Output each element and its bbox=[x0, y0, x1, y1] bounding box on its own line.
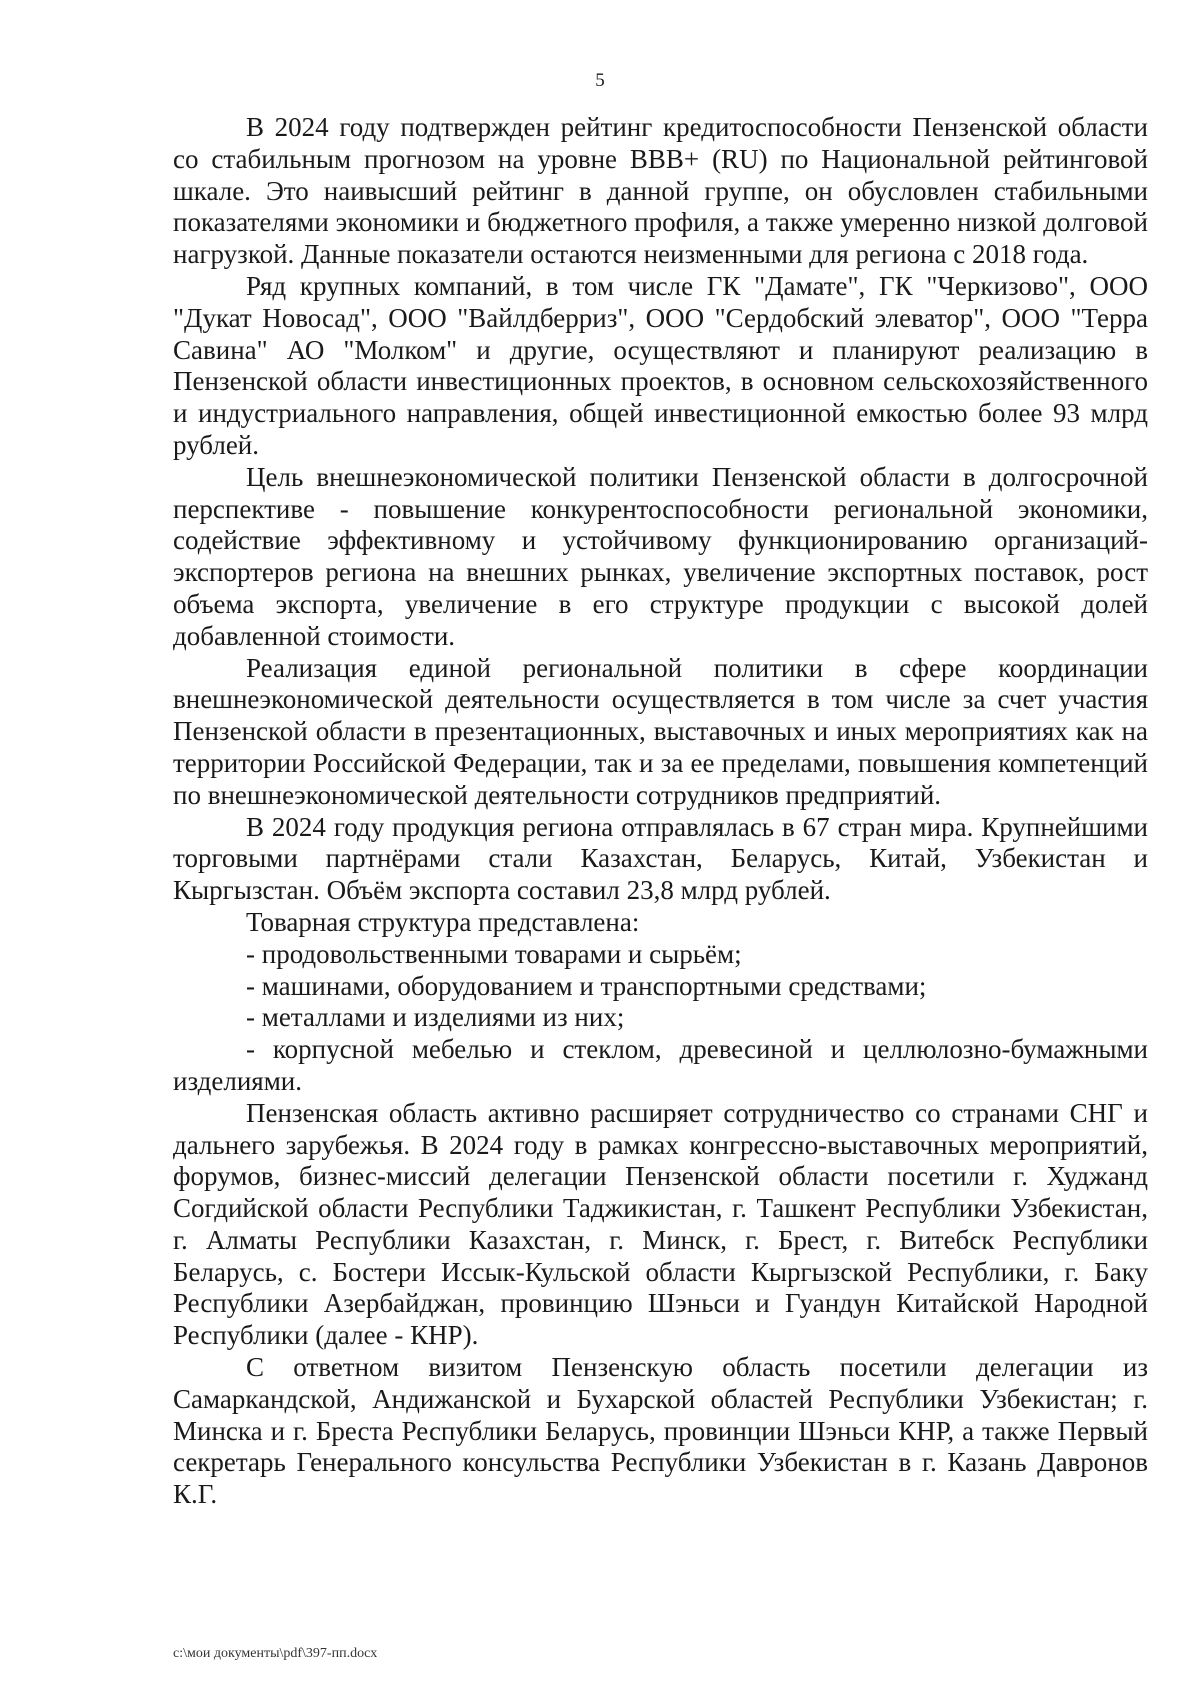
paragraph-investment-projects: Ряд крупных компаний, в том числе ГК "Дамате", ГК "Черкизово", ООО "Дукат Новосад", ООО "Вайлдберриз", ООО "Сердобский элеватор", ООО "Терра Савина" АО "Молком" и другие, осуществляют и планируют реализацию в Пензенской области инвестиционных проектов, в основном сельскохозяйственного и индустриального направления, общей инвестиционной емкостью более 93 млрд рублей. bbox=[173, 270, 1148, 460]
paragraph-credit-rating: В 2024 году подтвержден рейтинг кредитоспособности Пензенской области со стабильным прогнозом на уровне BBB+ (RU) по Национальной рейтинговой шкале. Это наивысший рейтинг в данной группе, он обусловлен стабильными показателями экономики и бюджетного профиля, а также умеренно низкой долговой нагрузкой. Данные показатели остаются неизменными для региона с 2018 года. bbox=[173, 112, 1148, 270]
list-item: - продовольственными товарами и сырьём; bbox=[246, 938, 742, 969]
paragraph-export-2024: В 2024 году продукция региона отправлялась в 67 стран мира. Крупнейшими торговыми партнёрами стали Казахстан, Беларусь, Китай, Узбекистан и Кыргызстан. Объём экспорта составил 23,8 млрд рублей. bbox=[173, 811, 1148, 906]
paragraph-return-visits: С ответном визитом Пензенскую область посетили делегации из Самаркандской, Андижанской и Бухарской областей Республики Узбекистан; г. Минска и г. Бреста Республики Беларусь, провинции Шэньси КНР, а также Первый секретарь Генерального консульства Республики Узбекистан в г. Казань Давронов К.Г. bbox=[173, 1352, 1148, 1510]
paragraph-regional-policy: Реализация единой региональной политики в сфере координации внешнеэкономической деятельности осуществляется в том числе за счет участия Пензенской области в презентационных, выставочных и иных мероприятиях как на территории Российской Федерации, так и за ее пределами, повышения компетенций по внешнеэкономической деятельности сотрудников предприятий. bbox=[173, 652, 1148, 810]
list-item: - машинами, оборудованием и транспортными средствами; bbox=[246, 970, 927, 1001]
footer-file-path: c:\мои документы\pdf\397-пп.docx bbox=[173, 1646, 378, 1661]
paragraph-foreign-economic-goal: Цель внешнеэкономической политики Пензенской области в долгосрочной перспективе - повышение конкурентоспособности региональной экономики, содействие эффективному и устойчивому функционированию организаций-экспортеров региона на внешних рынках, увеличение экспортных поставок, рост объема экспорта, увеличение в его структуре продукции с высокой долей добавленной стоимости. bbox=[173, 461, 1148, 651]
document-body bbox=[173, 112, 1148, 1511]
list-item: - корпусной мебелью и стеклом, древесиной и целлюлозно-бумажными изделиями. bbox=[173, 1034, 1148, 1096]
list-item: - металлами и изделиями из них; bbox=[246, 1002, 625, 1033]
page-number: 5 bbox=[595, 70, 605, 91]
paragraph-cooperation: Пензенская область активно расширяет сотрудничество со странами СНГ и дальнего зарубежья. В 2024 году в рамках конгрессно-выставочных мероприятий, форумов, бизнес-миссий делегации Пензенской области посетили г. Худжанд Согдийской области Республики Таджикистан, г. Ташкент Республики Узбекистан, г. Алматы Республики Казахстан, г. Минск, г. Брест, г. Витебск Республики Беларусь, с. Бостери Иссык-Кульской области Кыргызской Республики, г. Баку Республики Азербайджан, провинцию Шэньси и Гуандун Китайской Народной Республики (далее - КНР). bbox=[173, 1097, 1148, 1351]
paragraph-structure-intro: Товарная структура представлена: bbox=[246, 906, 640, 937]
